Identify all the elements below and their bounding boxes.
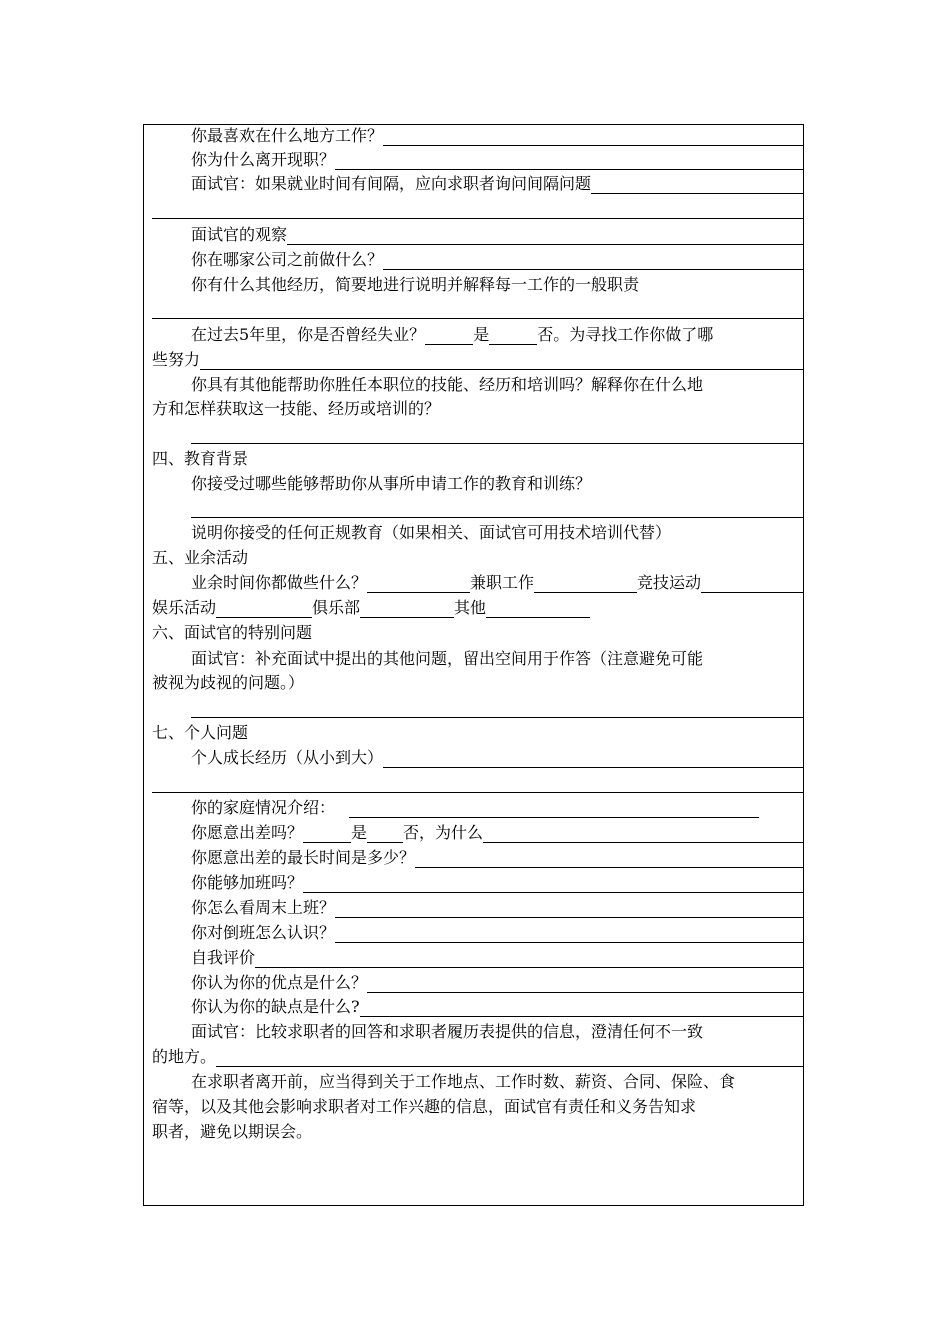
row-blank <box>191 697 804 721</box>
question-unemployment: 在过去5年里，你是否曾经失业？ <box>191 325 426 344</box>
no-blank[interactable] <box>367 824 403 843</box>
row-other-skills <box>191 374 804 398</box>
option-no-followup: 否。为寻找工作你做了哪 <box>537 325 714 344</box>
heading-leisure: 五、业余活动 <box>152 548 249 567</box>
row-interviewer-observation <box>191 224 804 248</box>
label-entertainment: 娱乐活动 <box>152 598 217 617</box>
row-business-travel <box>191 822 804 846</box>
answer-line[interactable] <box>191 699 804 718</box>
answer-line[interactable] <box>349 799 759 818</box>
question-other-skills: 你具有其他能帮助你胜任本职位的技能、经历和培训吗？解释你在什么地 <box>191 375 704 394</box>
answer-line[interactable] <box>335 924 804 943</box>
row-compare-resume <box>191 1021 804 1045</box>
answer-line[interactable] <box>383 251 804 270</box>
row-blank <box>152 198 804 222</box>
answer-line[interactable] <box>415 849 804 868</box>
row-self-evaluation <box>191 947 804 971</box>
heading-education: 四、教育背景 <box>152 449 249 468</box>
label-interviewer-observation: 面试官的观察 <box>191 225 288 244</box>
entertainment-blank[interactable] <box>216 599 312 618</box>
question-overtime: 你能够加班吗？ <box>191 873 304 892</box>
row-closing-note <box>191 1071 804 1095</box>
row-closing-note-3 <box>152 1121 804 1145</box>
answer-line[interactable] <box>335 899 804 918</box>
label-competitive-sports: 竞技运动 <box>637 573 702 592</box>
question-weaknesses: 你认为你的缺点是什么? <box>191 997 360 1016</box>
label-part-time-job: 兼职工作 <box>470 573 535 592</box>
answer-line[interactable] <box>152 774 804 793</box>
yes-blank[interactable] <box>303 824 351 843</box>
answer-line[interactable] <box>191 425 804 444</box>
answer-line[interactable] <box>255 949 804 968</box>
answer-line[interactable] <box>152 300 804 319</box>
row-blank <box>152 298 804 322</box>
note-employment-gap: 面试官：如果就业时间有间隔，应向求职者询问间隔问题 <box>191 174 592 193</box>
row-education-training <box>191 473 804 497</box>
label-self-evaluation: 自我评价 <box>191 948 256 967</box>
heading-personal: 七、个人问题 <box>152 723 249 742</box>
row-closing-note-2 <box>152 1096 804 1120</box>
row-special-note <box>191 648 804 672</box>
row-leisure-activities <box>191 572 804 596</box>
answer-line[interactable] <box>191 499 804 518</box>
answer-line[interactable] <box>200 351 804 370</box>
question-business-travel: 你愿意出差吗？ <box>191 823 304 842</box>
row-family <box>191 797 804 821</box>
closing-note-line3: 职者，避免以期误会。 <box>152 1122 313 1141</box>
section-education <box>152 448 804 472</box>
row-weekend-work <box>191 897 804 921</box>
row-favorite-workplace <box>191 125 804 149</box>
leisure-blank[interactable] <box>367 574 470 593</box>
row-weaknesses <box>191 996 804 1020</box>
note-special-questions: 面试官：补充面试中提出的其他问题，留出空间用于作答（注意避免可能 <box>191 649 704 668</box>
row-other-experience <box>191 274 804 298</box>
question-leisure-time: 业余时间你都做些什么？ <box>191 573 368 592</box>
section-leisure <box>152 547 804 571</box>
row-overtime <box>191 872 804 896</box>
closing-note-line2: 宿等，以及其他会影响求职者对工作兴趣的信息，面试官有责任和义务告知求 <box>152 1097 697 1116</box>
note-special-questions-cont: 被视为歧视的问题。） <box>152 673 305 692</box>
club-blank[interactable] <box>360 599 454 618</box>
answer-line[interactable] <box>591 175 804 194</box>
question-previous-company: 你在哪家公司之前做什么？ <box>191 250 384 269</box>
row-shift-work <box>191 922 804 946</box>
heading-special-questions: 六、面试官的特别问题 <box>152 623 313 642</box>
yes-blank[interactable] <box>425 326 473 345</box>
section-personal <box>152 722 804 746</box>
row-leave-reason <box>191 149 804 173</box>
question-education-training: 你接受过哪些能够帮助你从事所申请工作的教育和训练？ <box>191 474 592 493</box>
note-compare-resume-cont: 的地方。 <box>152 1047 217 1066</box>
row-travel-duration <box>191 847 804 871</box>
answer-line[interactable] <box>216 1048 804 1067</box>
row-other-skills-cont <box>152 398 804 422</box>
note-compare-resume: 面试官：比较求职者的回答和求职者履历表提供的信息，澄清任何不一致 <box>191 1022 704 1041</box>
question-family: 你的家庭情况介绍： <box>191 798 336 817</box>
row-job-search-effort <box>152 349 804 373</box>
sports-blank[interactable] <box>701 574 804 593</box>
question-job-search-effort: 些努力 <box>152 350 201 369</box>
part-time-blank[interactable] <box>534 574 637 593</box>
option-no-why: 否，为什么 <box>403 823 484 842</box>
question-weekend-work: 你怎么看周末上班？ <box>191 898 336 917</box>
label-other: 其他 <box>454 598 487 617</box>
other-blank[interactable] <box>486 599 590 618</box>
answer-line[interactable] <box>483 824 804 843</box>
row-blank <box>191 497 804 521</box>
answer-line[interactable] <box>303 874 804 893</box>
question-travel-duration: 你愿意出差的最长时间是多少？ <box>191 848 416 867</box>
option-yes: 是 <box>351 823 368 842</box>
question-other-skills-cont: 方和怎样获取这一技能、经历或培训的？ <box>152 399 441 418</box>
row-previous-company <box>191 249 804 273</box>
no-blank[interactable] <box>489 326 537 345</box>
question-other-experience: 你有什么其他经历，简要地进行说明并解释每一工作的一般职责 <box>191 275 640 294</box>
answer-line[interactable] <box>383 127 804 146</box>
row-unemployment <box>191 324 804 348</box>
row-formal-education <box>191 522 804 546</box>
row-compare-resume-cont <box>152 1046 804 1070</box>
question-growth-history: 个人成长经历（从小到大） <box>191 748 384 767</box>
closing-note-line1: 在求职者离开前，应当得到关于工作地点、工作时数、薪资、合同、保险、食 <box>191 1072 736 1091</box>
answer-line[interactable] <box>367 974 804 993</box>
question-favorite-workplace: 你最喜欢在什么地方工作？ <box>191 126 384 145</box>
row-employment-gap <box>191 173 804 197</box>
row-leisure-activities-cont <box>152 597 804 621</box>
question-strengths: 你认为你的优点是什么？ <box>191 973 368 992</box>
question-formal-education: 说明你接受的任何正规教育（如果相关、面试官可用技术培训代替） <box>191 523 672 542</box>
answer-line[interactable] <box>335 151 804 170</box>
row-strengths <box>191 972 804 996</box>
answer-line[interactable] <box>152 200 804 219</box>
answer-line[interactable] <box>383 749 804 768</box>
label-club: 俱乐部 <box>312 598 361 617</box>
option-yes: 是 <box>473 325 490 344</box>
row-growth-history <box>191 747 804 771</box>
answer-line[interactable] <box>287 226 804 245</box>
row-blank <box>191 423 804 447</box>
question-shift-work: 你对倒班怎么认识？ <box>191 923 336 942</box>
answer-line[interactable] <box>360 998 804 1017</box>
section-special-questions <box>152 622 804 646</box>
row-special-note-cont <box>152 672 804 696</box>
question-leave-reason: 你为什么离开现职？ <box>191 150 336 169</box>
row-blank <box>152 772 804 796</box>
